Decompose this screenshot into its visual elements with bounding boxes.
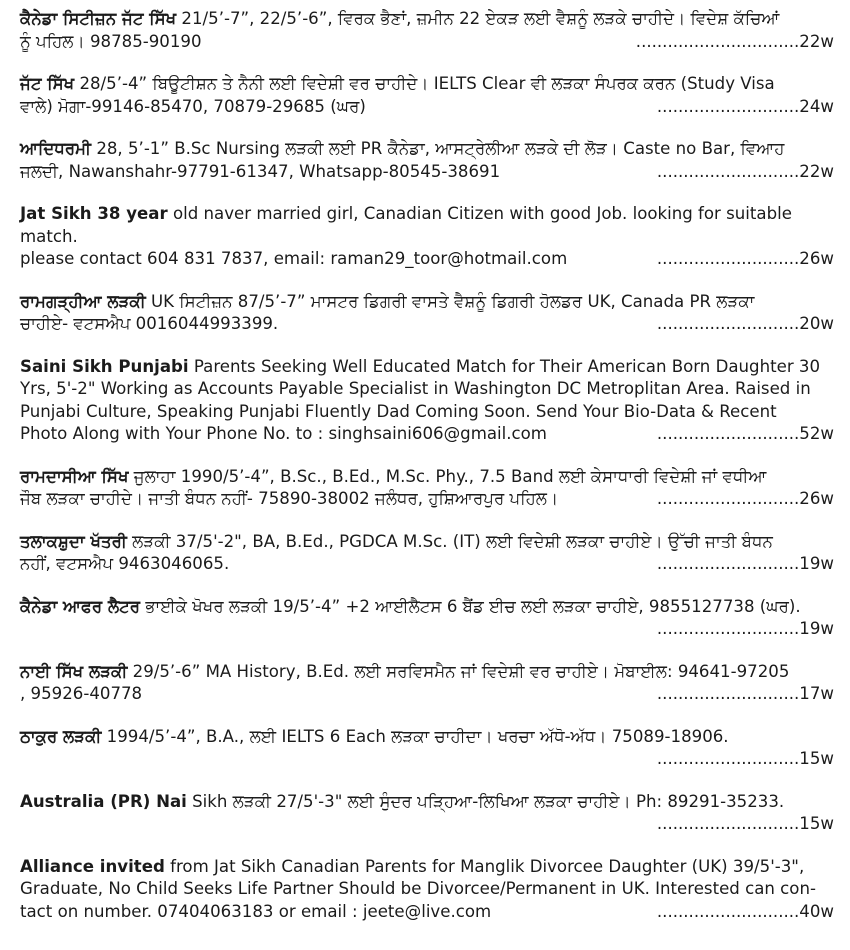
matrimonial-ad bbox=[20, 73, 834, 118]
ad-heading: ਨਾਈ ਸਿੱਖ ਲੜਕੀ bbox=[20, 661, 128, 681]
ad-body: 1994/5’-4”, B.A., ਲਈ IELTS 6 Each ਲੜਕਾ ਚਾਹੀਦਾ। ਖਰਚਾ ਅੱਧੋ-ਅੱਧ। 75089-18906. bbox=[101, 726, 729, 746]
word-count: ...........................19w bbox=[656, 554, 834, 573]
matrimonial-ad bbox=[20, 726, 834, 771]
ad-contact-line: Photo Along with Your Phone No. to : singhsaini606@gmail.com bbox=[20, 424, 547, 443]
ad-text bbox=[20, 356, 834, 424]
ad-text bbox=[20, 726, 834, 749]
ad-heading: Jat Sikh 38 year bbox=[20, 204, 168, 223]
ad-heading: ਕੈਨੇਡਾ ਸਿਟੀਜ਼ਨ ਜੱਟ ਸਿੱਖ bbox=[20, 9, 177, 28]
ad-contact-line: ਨੂੰ ਪਹਿਲ। 98785-90190 bbox=[20, 31, 202, 51]
ad-body: 28, 5’-1” B.Sc Nursing ਲੜਕੀ ਲਈ PR ਕੈਨੇਡਾ, ਆਸਟ੍ਰੇਲੀਆ ਲੜਕੇ ਦੀ ਲੋੜ। Caste no Bar, ਵਿਆਹ bbox=[91, 139, 785, 158]
ad-heading: ਰਾਮਦਾਸੀਆ ਸਿੱਖ bbox=[20, 466, 129, 486]
ad-text bbox=[20, 203, 834, 248]
word-count: ...........................24w bbox=[656, 96, 834, 116]
ad-text bbox=[20, 73, 834, 96]
matrimonial-ad bbox=[20, 466, 834, 511]
ad-body: UK ਸਿਟੀਜ਼ਨ 87/5’-7” ਮਾਸਟਰ ਡਿਗਰੀ ਵਾਸਤੇ ਵੈਸ਼ਨੂੰ ਡਿਗਰੀ ਹੋਲਡਰ UK, Canada PR ਲੜਕਾ bbox=[145, 291, 755, 311]
ad-body: from Jat Sikh Canadian Parents for Manglik Divorcee Daughter (UK) 39/5'-3", Graduate, No Child Seeks Life Partner Should be Divorcee/Permanent in UK. Interested can con- bbox=[20, 856, 816, 898]
ad-contact-line: ਵਾਲੇ) ਮੋਗਾ-99146-85470, 70879-29685 (ਘਰ) bbox=[20, 96, 366, 116]
ad-heading: ਕੈਨੇਡਾ ਆਫਰ ਲੈਟਰ bbox=[20, 596, 141, 616]
ad-heading: Saini Sikh Punjabi bbox=[20, 356, 189, 376]
word-count: ...........................19w bbox=[656, 619, 834, 638]
matrimonial-ad bbox=[20, 661, 834, 706]
ads-list bbox=[20, 8, 834, 923]
ad-heading: ਰਾਮਗੜ੍ਹੀਆ ਲੜਕੀ bbox=[20, 291, 146, 311]
matrimonial-ad bbox=[20, 138, 834, 183]
matrimonial-ad bbox=[20, 291, 834, 336]
ad-body: old naver married girl, Canadian Citizen with good Job. looking for suitable match. bbox=[20, 204, 792, 246]
ad-body: ਜੁਲਾਹਾ 1990/5’-4”, B.Sc., B.Ed., M.Sc. Phy., 7.5 Band ਲਈ ਕੇਸਾਧਾਰੀ ਵਿਦੇਸ਼ੀ ਜਾਂ ਵਧੀਆ bbox=[128, 466, 767, 486]
ad-heading: ਠਾਕੁਰ ਲੜਕੀ bbox=[20, 726, 102, 746]
ad-contact-line: ਨਹੀਂ, ਵਟਸਐਪ 9463046065. bbox=[20, 554, 230, 573]
word-count: ...........................20w bbox=[656, 314, 834, 333]
ad-text bbox=[20, 466, 834, 489]
word-count: ...........................17w bbox=[656, 684, 834, 703]
ad-heading: ਜੱਟ ਸਿੱਖ bbox=[20, 74, 75, 93]
ad-contact-line: tact on number. 07404063183 or email : jeete@live.com bbox=[20, 901, 492, 921]
matrimonial-ad bbox=[20, 531, 834, 576]
ad-body: 21/5’-7”, 22/5’-6”, ਵਿਰਕ ਭੈਣਾਂ, ਜ਼ਮੀਨ 22 ਏਕੜ ਲਈ ਵੈਸ਼ਨੂੰ ਲੜਕੇ ਚਾਹੀਦੇ। ਵਿਦੇਸ਼ ਕੱਚਿਆਂ bbox=[176, 9, 780, 28]
matrimonial-ad bbox=[20, 596, 834, 641]
ad-text bbox=[20, 8, 834, 31]
ad-text bbox=[20, 531, 834, 554]
ad-contact-line: ਜੌਬ ਲੜਕਾ ਚਾਹੀਦੇ। ਜਾਤੀ ਬੰਧਨ ਨਹੀਂ- 75890-38002 ਜਲੰਧਰ, ਹੁਸ਼ਿਆਰਪੁਰ ਪਹਿਲ। bbox=[20, 489, 559, 508]
matrimonial-ad bbox=[20, 356, 834, 446]
ad-body: 28/5’-4” ਬਿਊਟੀਸ਼ਨ ਤੇ ਨੈਨੀ ਲਈ ਵਿਦੇਸ਼ੀ ਵਰ ਚਾਹੀਦੇ। IELTS Clear ਵੀ ਲੜਕਾ ਸੰਪਰਕ ਕਰਨ (Study Visa bbox=[74, 74, 775, 93]
ad-text bbox=[20, 791, 834, 814]
word-count: ...............................22w bbox=[635, 31, 834, 51]
ad-contact-line: ਜਲਦੀ, Nawanshahr-97791-61347, Whatsapp-80545-38691 bbox=[20, 161, 501, 181]
ad-body: ਭਾਈਕੇ ਖੋਖਰ ਲੜਕੀ 19/5’-4” +2 ਆਈਲੈਟਸ 6 ਬੈਂਡ ਈਚ ਲਈ ਲੜਕਾ ਚਾਹੀਏ, 9855127738 (ਘਰ). bbox=[140, 596, 801, 616]
ad-text bbox=[20, 291, 834, 314]
matrimonial-ad bbox=[20, 791, 834, 836]
ad-contact-line: please contact 604 831 7837, email: raman29_toor@hotmail.com bbox=[20, 249, 568, 268]
ad-text bbox=[20, 596, 834, 619]
matrimonial-ad bbox=[20, 203, 834, 271]
word-count: ...........................15w bbox=[656, 814, 834, 833]
ad-text bbox=[20, 661, 834, 684]
word-count: ...........................22w bbox=[656, 161, 834, 181]
matrimonial-ad bbox=[20, 856, 834, 924]
ad-body: Sikh ਲੜਕੀ 27/5'-3" ਲਈ ਸੁੰਦਰ ਪੜ੍ਹਿਆ-ਲਿਖਿਆ ਲੜਕਾ ਚਾਹੀਏ। Ph: 89291-35233. bbox=[186, 791, 785, 811]
word-count: ...........................26w bbox=[656, 489, 834, 508]
ad-body: Parents Seeking Well Educated Match for Their American Born Daughter 30 Yrs, 5'-2" Working as Accounts Payable Specialist in Washington DC Metroplitan Area. Raised in Punjabi Culture, Speaking Punjabi Fluently Dad Coming Soon. Send Your Bio-Data & Recent bbox=[20, 356, 821, 421]
ad-heading: Australia (PR) Nai bbox=[20, 791, 187, 811]
ad-body: 29/5’-6” MA History, B.Ed. ਲਈ ਸਰਵਿਸਮੈਨ ਜਾਂ ਵਿਦੇਸ਼ੀ ਵਰ ਚਾਹੀਏ। ਮੋਬਾਈਲ: 94641-97205 bbox=[127, 661, 790, 681]
word-count: ...........................26w bbox=[656, 249, 834, 268]
ad-heading: Alliance invited bbox=[20, 856, 165, 876]
ad-text bbox=[20, 856, 834, 901]
word-count: ...........................52w bbox=[656, 424, 834, 443]
matrimonial-ad bbox=[20, 8, 834, 53]
word-count: ...........................40w bbox=[656, 901, 834, 921]
word-count: ...........................15w bbox=[656, 749, 834, 768]
ad-heading: ਆਦਿਧਰਮੀ bbox=[20, 139, 92, 158]
ad-heading: ਤਲਾਕਸ਼ੁਦਾ ਖੱਤਰੀ bbox=[20, 531, 127, 551]
ad-text bbox=[20, 138, 834, 161]
ad-body: ਲੜਕੀ 37/5'-2", BA, B.Ed., PGDCA M.Sc. (IT) ਲਈ ਵਿਦੇਸ਼ੀ ਲੜਕਾ ਚਾਹੀਏ। ਉੱਚੀ ਜਾਤੀ ਬੰਧਨ bbox=[126, 531, 773, 551]
ad-contact-line: , 95926-40778 bbox=[20, 684, 143, 703]
ad-contact-line: ਚਾਹੀਏ- ਵਟਸਐਪ 0016044993399. bbox=[20, 314, 279, 333]
